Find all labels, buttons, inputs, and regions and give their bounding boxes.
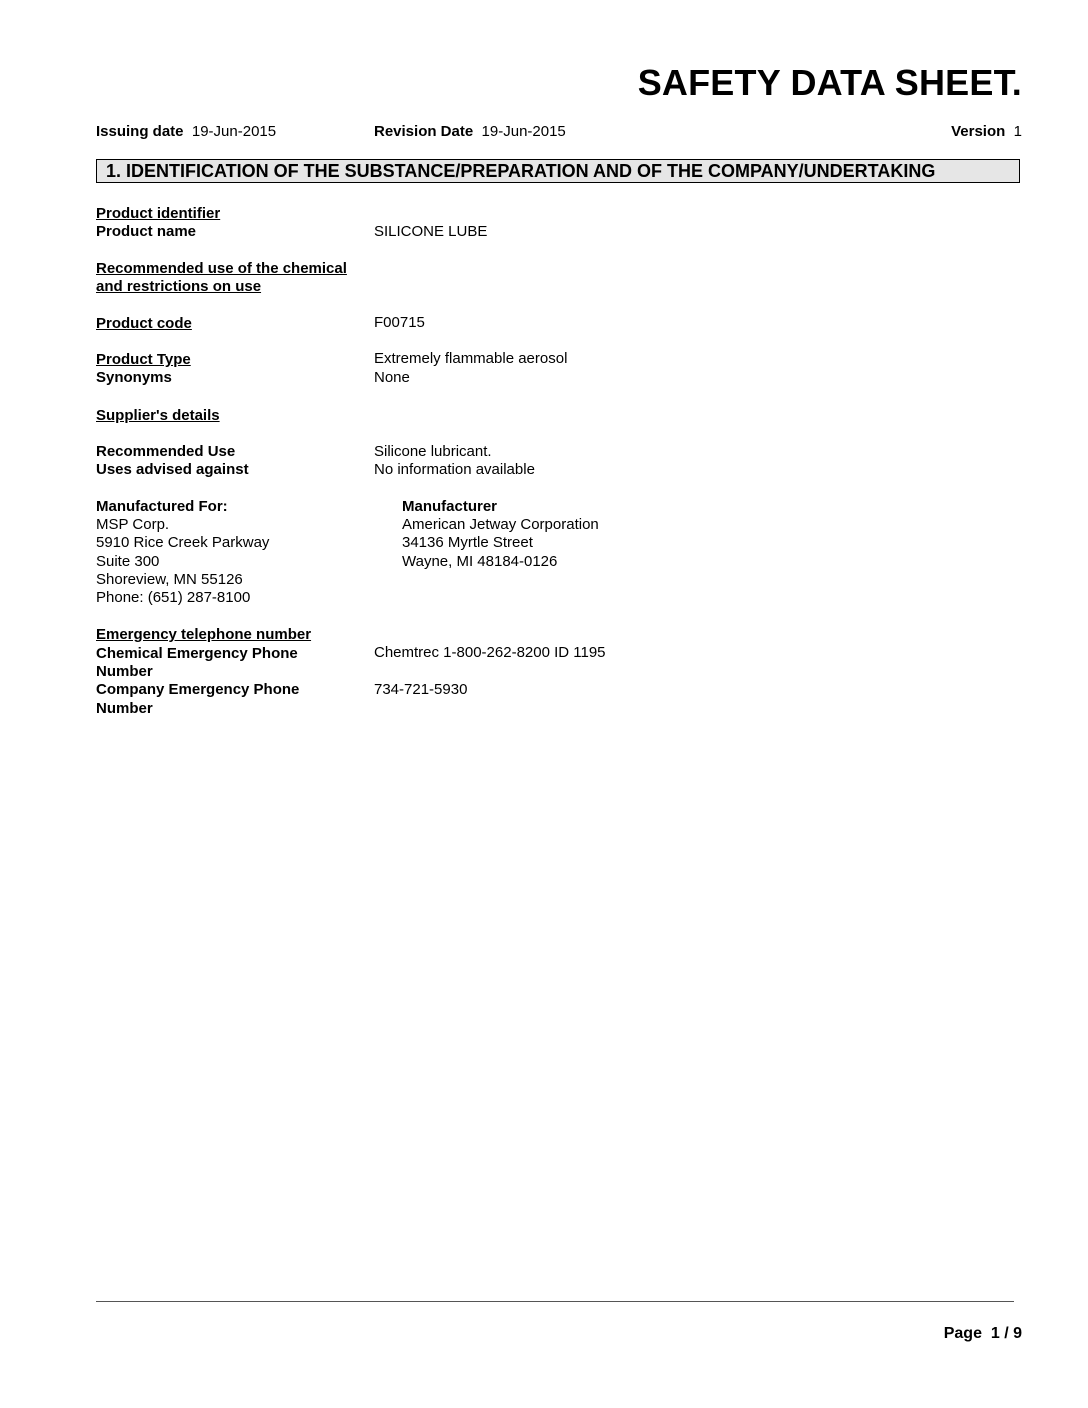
product-code-value: F00715 [374, 314, 425, 331]
manufacturer-line: Wayne, MI 48184-0126 [402, 553, 558, 570]
company-emergency-label-1: Company Emergency Phone [96, 681, 300, 698]
manufactured-for-line: MSP Corp. [96, 516, 170, 533]
revision-date [374, 123, 566, 140]
manufactured-for-line: Phone: (651) 287-8100 [96, 589, 251, 606]
company-emergency-label-2: Number [96, 700, 153, 717]
manufacturer-label: Manufacturer [402, 498, 498, 515]
chem-emergency-label-2: Number [96, 663, 153, 680]
version [951, 123, 1022, 140]
version-value: 1 [1013, 123, 1022, 140]
emergency-heading: Emergency telephone number [96, 626, 312, 643]
issuing-date-label: Issuing date [96, 123, 184, 140]
company-emergency-value: 734-721-5930 [374, 681, 468, 698]
product-type-value: Extremely flammable aerosol [374, 350, 568, 367]
product-code-label: Product code [96, 315, 192, 332]
manufactured-for-line: 5910 Rice Creek Parkway [96, 534, 270, 551]
version-label: Version [951, 123, 1006, 140]
document-title: SAFETY DATA SHEET. [637, 62, 1022, 103]
manufactured-for-line: Shoreview, MN 55126 [96, 571, 243, 588]
recommended-use-heading-1: Recommended use of the chemical [96, 260, 347, 277]
revision-date-value: 19-Jun-2015 [481, 123, 566, 140]
recommended-use-heading-2: and restrictions on use [96, 278, 262, 295]
suppliers-details-label: Supplier's details [96, 407, 220, 424]
product-type-label: Product Type [96, 351, 191, 368]
manufactured-for-line: Suite 300 [96, 553, 160, 570]
section-1-heading: 1. IDENTIFICATION OF THE SUBSTANCE/PREPARATION AND OF THE COMPANY/UNDERTAKING [96, 159, 1020, 183]
issuing-date [96, 123, 276, 140]
recommended-use-label: Recommended Use [96, 443, 236, 460]
page-label: Page [943, 1325, 982, 1342]
footer-divider [96, 1301, 1014, 1302]
issuing-date-value: 19-Jun-2015 [191, 123, 277, 140]
recommended-use-value: Silicone lubricant. [374, 443, 492, 460]
manufactured-for-label: Manufactured For: [96, 498, 228, 515]
revision-date-label: Revision Date [374, 123, 474, 140]
product-name-value: SILICONE LUBE [374, 223, 488, 240]
page-number [944, 1325, 1022, 1343]
product-name-label: Product name [96, 223, 197, 240]
synonyms-value: None [374, 369, 410, 386]
uses-advised-against-label: Uses advised against [96, 461, 249, 478]
uses-advised-against-value: No information available [374, 461, 535, 478]
manufacturer-line: American Jetway Corporation [402, 516, 599, 533]
synonyms-label: Synonyms [96, 369, 172, 386]
manufacturer-line: 34136 Myrtle Street [402, 534, 533, 551]
page-value: 1 / 9 [990, 1325, 1022, 1342]
product-identifier-label: Product identifier [96, 205, 221, 222]
chem-emergency-value: Chemtrec 1-800-262-8200 ID 1195 [374, 644, 606, 661]
chem-emergency-label-1: Chemical Emergency Phone [96, 645, 298, 662]
